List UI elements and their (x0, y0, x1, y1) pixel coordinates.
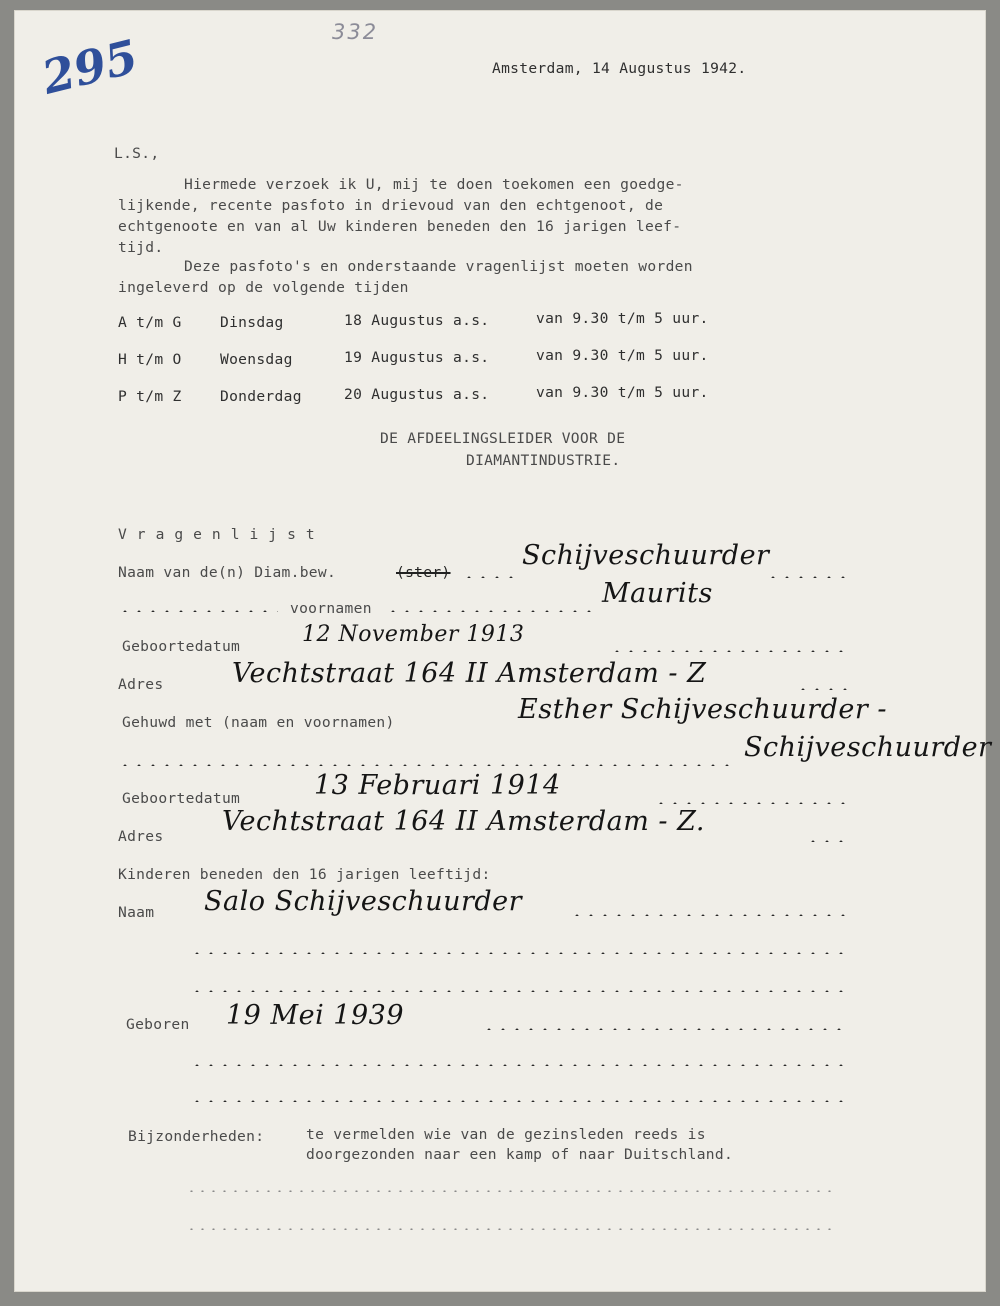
schedule-time: van 9.30 t/m 5 uur. (536, 347, 709, 364)
adres-value: Vechtstraat 164 II Amsterdam - Z (232, 658, 707, 689)
signature-line: DIAMANTINDUSTRIE. (466, 452, 621, 469)
dot-leader (766, 576, 846, 578)
dot-leader (186, 1228, 836, 1230)
schedule-date: 20 Augustus a.s. (344, 386, 490, 403)
dot-leader (190, 952, 848, 954)
kind-naam-label: Naam (118, 904, 155, 921)
kinderen-label: Kinderen beneden den 16 jarigen leeftijd: (118, 866, 491, 883)
document-sheet (14, 10, 992, 1292)
dot-leader (462, 576, 522, 578)
naam-value: Schijveschuurder (522, 540, 770, 571)
body-line: Deze pasfoto's en onderstaande vragenlijst moeten worden (184, 258, 693, 275)
dot-leader (186, 1190, 836, 1192)
dot-leader (654, 802, 848, 804)
dot-leader (190, 1064, 848, 1066)
salutation: L.S., (114, 145, 160, 162)
dot-leader (806, 840, 848, 842)
voornamen-value: Maurits (602, 578, 713, 609)
schedule-day: Donderdag (220, 388, 302, 405)
schedule-day: Woensdag (220, 351, 293, 368)
adres2-value: Vechtstraat 164 II Amsterdam - Z. (222, 806, 705, 837)
geboortedatum2-value: 13 Februari 1914 (314, 770, 561, 801)
schedule-range: A t/m G (118, 314, 182, 331)
dot-leader (190, 990, 848, 992)
dot-leader (386, 610, 596, 612)
adres-label: Adres (118, 676, 164, 693)
voornamen-label: voornamen (290, 600, 372, 617)
body-line: ingeleverd op de volgende tijden (118, 279, 409, 296)
schedule-range: P t/m Z (118, 388, 182, 405)
kind-naam-value: Salo Schijveschuurder (204, 886, 523, 917)
schedule-day: Dinsdag (220, 314, 284, 331)
schedule-date: 18 Augustus a.s. (344, 312, 490, 329)
dot-leader (610, 650, 846, 652)
schedule-time: van 9.30 t/m 5 uur. (536, 310, 709, 327)
bijzonderheden-text: doorgezonden naar een kamp of naar Duitschland. (306, 1146, 734, 1163)
dot-leader (482, 1028, 848, 1030)
bijzonderheden-text: te vermelden wie van de gezinsleden reeds is (306, 1126, 706, 1143)
geboortedatum-label: Geboortedatum (122, 638, 241, 655)
gehuwd-value-cont: Schijveschuurder (744, 732, 992, 763)
dot-leader (118, 610, 278, 612)
dot-leader (796, 688, 848, 690)
schedule-range: H t/m O (118, 351, 182, 368)
geboortedatum2-label: Geboortedatum (122, 790, 241, 807)
signature-line: DE AFDEELINGSLEIDER VOOR DE (380, 430, 626, 447)
geboren-value: 19 Mei 1939 (226, 1000, 404, 1031)
dot-leader (190, 1100, 848, 1102)
geboortedatum-value: 12 November 1913 (302, 622, 525, 647)
naam-label: Naam van de(n) Diam.bew. (118, 564, 337, 581)
naam-strike: (ster) (396, 564, 451, 581)
pencil-archive-number: 332 (332, 20, 379, 44)
bijzonderheden-label: Bijzonderheden: (128, 1128, 265, 1145)
schedule-date: 19 Augustus a.s. (344, 349, 490, 366)
dot-leader (570, 914, 848, 916)
place-date: Amsterdam, 14 Augustus 1942. (492, 60, 747, 77)
gehuwd-value: Esther Schijveschuurder - (518, 694, 887, 725)
gehuwd-label: Gehuwd met (naam en voornamen) (122, 714, 395, 731)
body-line: Hiermede verzoek ik U, mij te doen toekomen een goedge- (184, 176, 684, 193)
body-line: tijd. (118, 239, 164, 256)
schedule-time: van 9.30 t/m 5 uur. (536, 384, 709, 401)
geboren-label: Geboren (126, 1016, 190, 1033)
adres2-label: Adres (118, 828, 164, 845)
form-title: Vragenlijst (118, 526, 325, 543)
blue-archive-number: 295 (36, 29, 144, 105)
dot-leader (118, 764, 738, 766)
body-line: echtgenoote en van al Uw kinderen beneden den 16 jarigen leef- (118, 218, 682, 235)
body-line: lijkende, recente pasfoto in drievoud van den echtgenoot, de (118, 197, 664, 214)
